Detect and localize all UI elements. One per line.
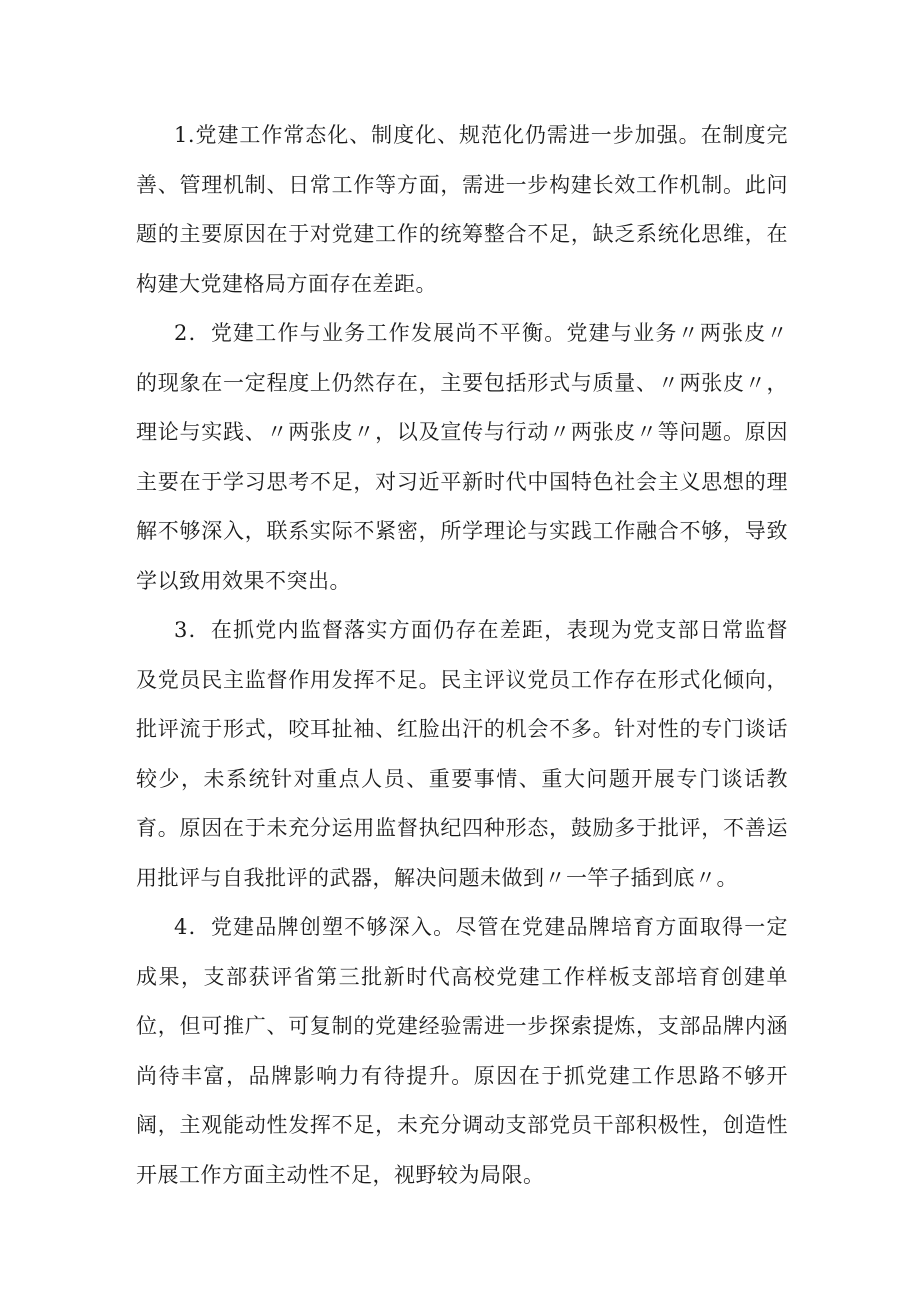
paragraph-3: 3．在抓党内监督落实方面仍存在差距，表现为党支部日常监督及党员民主监督作用发挥不足。民主评议党员工作存在形式化倾向，批评流于形式，咬耳扯袖、红脸出汗的机会不多。针对性的专门谈话较少，未系统针对重点人员、重要事情、重大问题开展专门谈话教育。原因在于未充分运用监督执纪四种形态，鼓励多于批评，不善运用批评与自我批评的武器，解决问题未做到〃一竿子插到底〃。 — [136, 618, 788, 890]
paragraph-2: 2．党建工作与业务工作发展尚不平衡。党建与业务〃两张皮〃的现象在一定程度上仍然存在，主要包括形式与质量、〃两张皮〃，理论与实践、〃两张皮〃，以及宣传与行动〃两张皮〃等问题。原因主要在于学习思考不足，对习近平新时代中国特色社会主义思想的理解不够深入，联系实际不紧密，所学理论与实践工作融合不够，导致学以致用效果不突出。 — [136, 321, 788, 593]
document-body — [136, 111, 788, 1200]
paragraph-1: 1.党建工作常态化、制度化、规范化仍需进一步加强。在制度完善、管理机制、日常工作等方面，需进一步构建长效工作机制。此问题的主要原因在于对党建工作的统筹整合不足，缺乏系统化思维，在构建大党建格局方面存在差距。 — [136, 123, 788, 296]
paragraph-4: 4．党建品牌创塑不够深入。尽管在党建品牌培育方面取得一定成果，支部获评省第三批新时代高校党建工作样板支部培育创建单位，但可推广、可复制的党建经验需进一步探索提炼，支部品牌内涵尚待丰富，品牌影响力有待提升。原因在于抓党建工作思路不够开阔，主观能动性发挥不足，未充分调动支部党员干部积极性，创造性开展工作方面主动性不足，视野较为局限。 — [136, 915, 788, 1187]
